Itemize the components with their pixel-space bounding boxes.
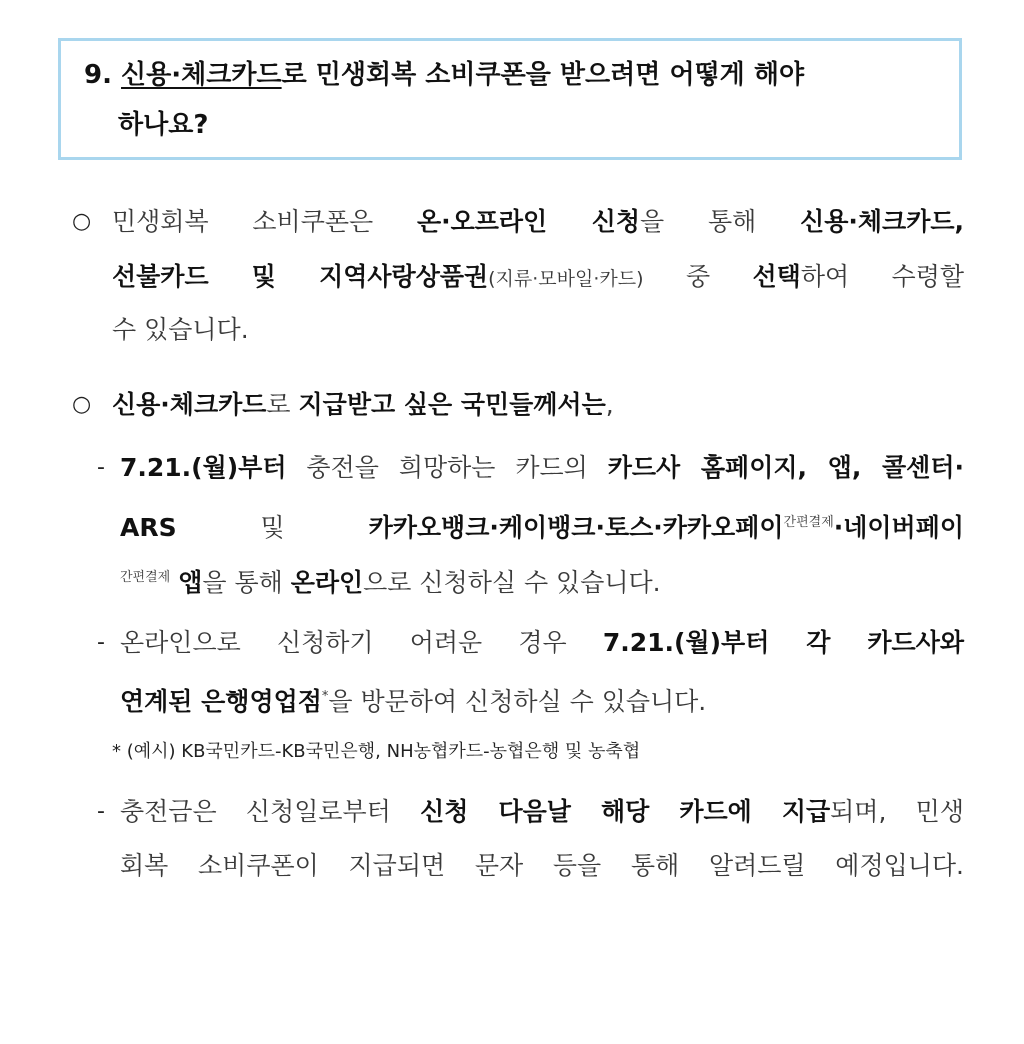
superscript-text: 간편결제 — [783, 515, 834, 530]
bold-text-run: 신청 다음날 해당 카드에 지급 — [420, 797, 831, 826]
superscript-text: * — [321, 689, 329, 704]
dash3-line-2 — [120, 849, 964, 883]
text-run: 하여 수령할 — [800, 262, 964, 291]
question-title-text: 로 민생회복 소비쿠폰을 받으려면 어떻게 해야 — [281, 60, 805, 90]
bold-text-run: 신용·체크카드, — [800, 207, 964, 236]
bold-text-run: ·네이버페이 — [833, 513, 964, 542]
bold-text-run: ARS — [120, 513, 177, 542]
bullet2-line-1 — [112, 388, 614, 422]
question-title-line-1 — [84, 58, 804, 92]
bullet1-line-2 — [112, 260, 964, 296]
text-run: 수 있습니다. — [112, 315, 249, 344]
bold-text-run: 7.21.(월)부터 — [120, 453, 287, 482]
superscript-text: 간편결제 — [120, 570, 171, 585]
bullet1-line-1 — [112, 205, 964, 239]
bold-text-run: 지급받고 싶은 국민들께서는 — [298, 390, 606, 419]
dash2-line-2 — [120, 680, 706, 719]
text-run: 및 — [176, 513, 369, 542]
dash3-line-1 — [120, 795, 964, 829]
bold-text-run: 온라인 — [290, 568, 364, 597]
dash-bullet-icon: - — [97, 455, 105, 480]
dash1-line-2 — [120, 506, 964, 545]
text-run: 을 통해 — [640, 207, 801, 236]
text-run: , — [605, 390, 614, 419]
question-title-underlined: 신용·체크카드 — [121, 60, 282, 90]
text-run: 민생회복 소비쿠폰은 — [112, 207, 417, 236]
dash1-line-3 — [120, 561, 661, 600]
question-title-line-2: 하나요? — [118, 110, 209, 140]
text-run: 되며, 민생 — [830, 797, 964, 826]
bold-text-run: 앱 — [178, 568, 203, 597]
circle-bullet-icon: ○ — [72, 392, 92, 417]
bold-text-run: 7.21.(월)부터 각 카드사와 — [602, 628, 965, 657]
text-run: 을 통해 — [202, 568, 291, 597]
dash1-line-1 — [120, 451, 964, 485]
dash-bullet-icon: - — [97, 799, 105, 824]
bold-text-run: 연계된 은행영업점 — [120, 687, 322, 716]
text-run: 온라인으로 신청하기 어려운 경우 — [120, 628, 603, 657]
text-run: 로 — [266, 390, 299, 419]
dash-bullet-icon: - — [97, 630, 105, 655]
example-note: * (예시) KB국민카드-KB국민은행, NH농협카드-농협은행 및 농축협 — [112, 741, 641, 762]
bold-text-run: 선택 — [752, 262, 801, 291]
bold-text-run: 신용·체크카드 — [112, 390, 267, 419]
text-run: 을 방문하여 신청하실 수 있습니다. — [328, 687, 707, 716]
text-run: 으로 신청하실 수 있습니다. — [363, 568, 661, 597]
bullet1-line-3 — [112, 313, 249, 347]
text-run: 충전금은 신청일로부터 — [120, 797, 421, 826]
bold-text-run: 선불카드 및 지역사랑상품권 — [112, 262, 489, 291]
text-run: 중 — [643, 262, 753, 291]
text-run: 회복 소비쿠폰이 지급되면 문자 등을 통해 알려드릴 예정입니다. — [120, 851, 964, 880]
dash2-line-1 — [120, 626, 964, 660]
text-run: 충전을 희망하는 카드의 — [286, 453, 608, 482]
text-run: (지류·모바일·카드) — [488, 268, 644, 290]
question-number: 9. — [84, 60, 112, 90]
text-run — [170, 568, 178, 597]
bold-text-run: 카카오뱅크·케이뱅크·토스·카카오페이 — [368, 513, 784, 542]
bold-text-run: 온·오프라인 신청 — [416, 207, 641, 236]
bold-text-run: 카드사 홈페이지, 앱, 콜센터· — [607, 453, 964, 482]
circle-bullet-icon: ○ — [72, 209, 92, 234]
